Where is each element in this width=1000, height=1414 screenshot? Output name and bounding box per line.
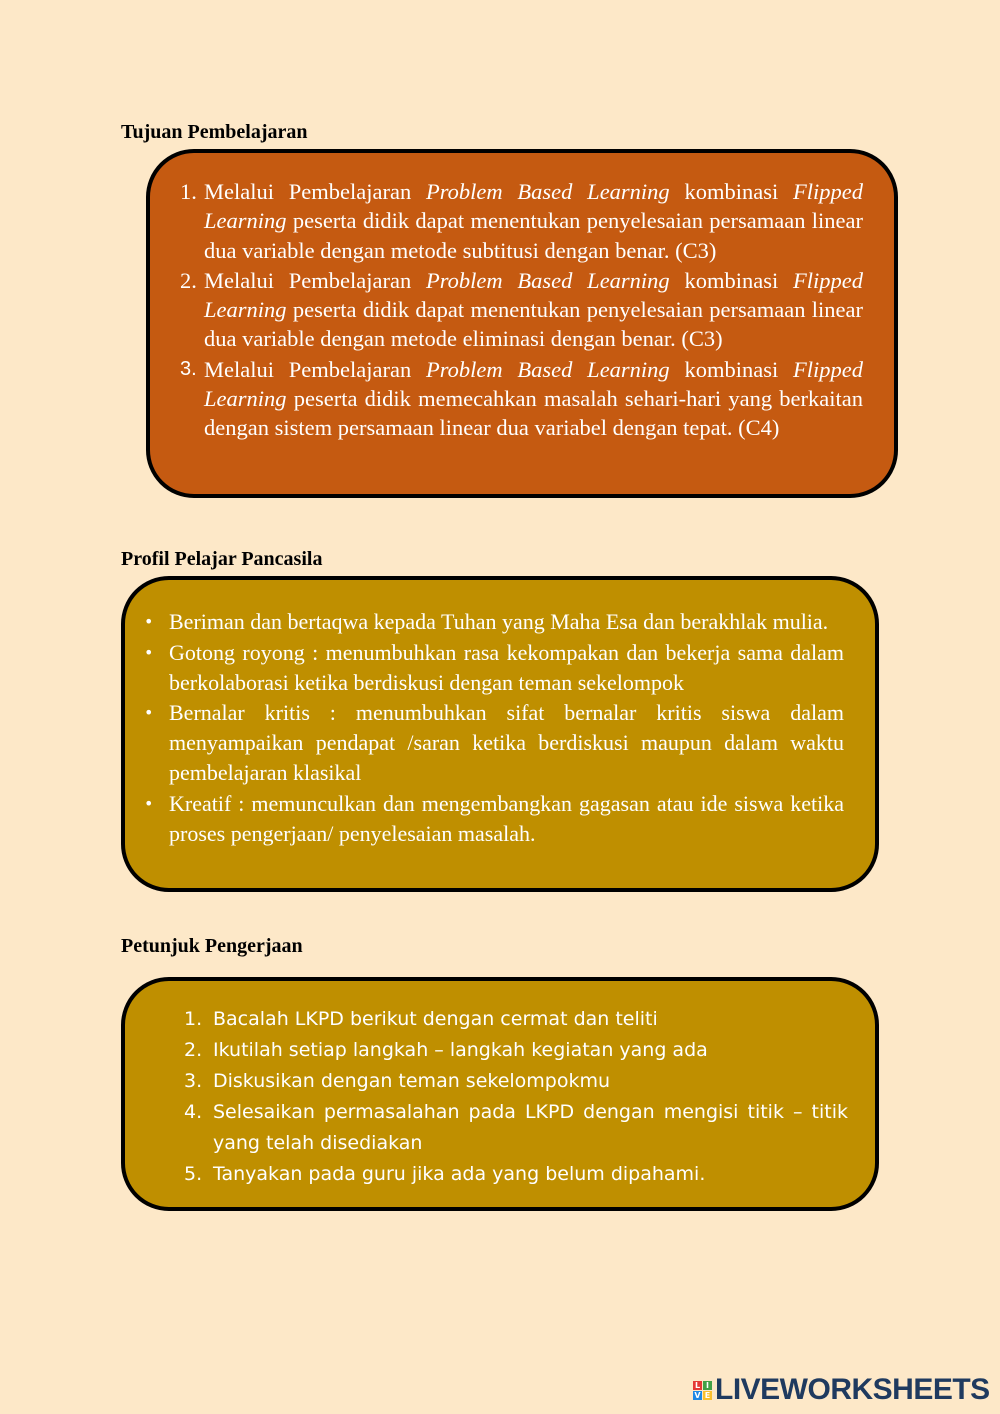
profil-item xyxy=(144,698,844,787)
item-text: Selesaikan permasalahan pada LKPD dengan mengisi titik – titik yang telah disediakan xyxy=(213,1101,848,1154)
item-text: peserta didik dapat menentukan penyelesaian persamaan linear dua variable dengan metode subtitusi dengan benar. (C3) xyxy=(204,208,863,263)
item-number: 1. xyxy=(184,1008,203,1030)
item-text: Diskusikan dengan teman sekelompokmu xyxy=(213,1070,611,1093)
mark-letter: I xyxy=(703,1381,712,1390)
item-text: Bernalar kritis : menumbuhkan sifat bernalar kritis siswa dalam menyampaikan pendapat /saran ketika berdiskusi maupun dalam waktu pembelajaran klasikal xyxy=(169,700,844,785)
item-method: Problem Based Learning xyxy=(425,179,670,204)
petunjuk-item xyxy=(184,1097,848,1158)
item-number: 1. xyxy=(180,179,197,204)
petunjuk-heading: Petunjuk Pengerjaan xyxy=(121,935,303,957)
petunjuk-list xyxy=(184,1004,848,1190)
item-text: kombinasi xyxy=(669,267,793,293)
mark-letter: V xyxy=(694,1390,701,1400)
item-method: Problem Based Learning xyxy=(425,267,670,293)
item-text: peserta didik dapat menentukan penyelesaian persamaan linear dua variable dengan metode eliminasi dengan benar. (C3) xyxy=(204,297,863,352)
tujuan-item xyxy=(180,177,863,265)
tujuan-list xyxy=(180,177,863,444)
item-method: Problem Based Learning xyxy=(425,356,670,382)
petunjuk-box xyxy=(121,977,879,1211)
profil-list xyxy=(144,607,844,849)
item-number: 2. xyxy=(180,267,197,293)
bullet-icon: • xyxy=(144,703,154,723)
petunjuk-item xyxy=(184,1004,848,1035)
tujuan-heading: Tujuan Pembelajaran xyxy=(121,121,308,143)
item-text: Beriman dan bertaqwa kepada Tuhan yang Maha Esa dan berakhlak mulia. xyxy=(169,609,829,634)
bullet-icon: • xyxy=(144,642,154,662)
profil-item xyxy=(144,607,844,637)
profil-heading: Profil Pelajar Pancasila xyxy=(121,548,323,570)
tujuan-box xyxy=(146,149,898,498)
item-text: Ikutilah setiap langkah – langkah kegiatan yang ada xyxy=(213,1039,708,1062)
petunjuk-item xyxy=(184,1066,848,1097)
bullet-icon: • xyxy=(144,612,154,631)
item-text: kombinasi xyxy=(669,356,793,382)
item-method: Flipped Learning xyxy=(204,179,863,234)
item-text: Bacalah LKPD berikut dengan cermat dan teliti xyxy=(213,1008,658,1030)
petunjuk-item xyxy=(184,1035,848,1066)
item-text: Tanyakan pada guru jika ada yang belum dipahami. xyxy=(213,1162,706,1185)
item-method: Flipped Learning xyxy=(204,356,863,412)
tujuan-item xyxy=(180,266,863,354)
item-number: 3. xyxy=(184,1070,203,1093)
bullet-icon: • xyxy=(144,793,154,813)
item-text: Gotong royong : menumbuhkan rasa kekompakan dan bekerja sama dalam berkolaborasi ketika berdiskusi dengan teman sekelompok xyxy=(169,639,844,695)
item-text: peserta didik memecahkan masalah sehari-hari yang berkaitan dengan sistem persamaan linear dua variabel dengan tepat. (C4) xyxy=(204,386,863,441)
item-number: 4. xyxy=(184,1101,203,1124)
item-text: Melalui Pembelajaran xyxy=(204,179,426,204)
liveworksheets-logo[interactable] xyxy=(693,1372,990,1408)
item-text: Melalui Pembelajaran xyxy=(204,267,426,293)
item-number: 3. xyxy=(180,357,197,380)
profil-item xyxy=(144,789,844,849)
brand-name: LIVEWORKSHEETS xyxy=(715,1373,990,1406)
liveworksheets-mark-icon xyxy=(693,1381,712,1400)
item-number: 5. xyxy=(184,1162,203,1185)
item-text: Melalui Pembelajaran xyxy=(204,356,426,382)
item-text: Kreatif : memunculkan dan mengembangkan gagasan atau ide siswa ketika proses pengerjaan/ penyelesaian masalah. xyxy=(169,790,844,846)
profil-box xyxy=(121,576,879,892)
item-method: Flipped Learning xyxy=(204,267,863,323)
tujuan-item xyxy=(180,355,863,443)
mark-letter: L xyxy=(694,1380,701,1390)
item-number: 2. xyxy=(184,1039,203,1062)
item-text: kombinasi xyxy=(669,179,793,204)
profil-item xyxy=(144,638,844,698)
mark-letter: E xyxy=(704,1390,711,1400)
petunjuk-item xyxy=(184,1159,848,1190)
